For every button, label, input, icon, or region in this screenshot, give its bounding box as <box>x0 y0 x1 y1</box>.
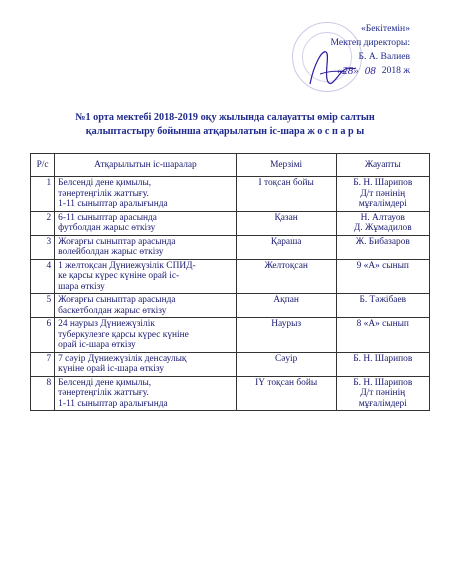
approval-position: Мектеп директоры: <box>330 37 410 48</box>
row-event-line: ке қарсы күрес күніне орай іс- <box>58 271 180 281</box>
row-date <box>236 177 336 212</box>
row-date-line: ІҮ тоқсан бойы <box>255 377 318 388</box>
row-responsible-line: 9 «А» сынып <box>356 260 409 271</box>
row-date <box>236 235 336 259</box>
row-number: 1 <box>31 177 55 212</box>
table-row <box>31 294 430 318</box>
row-date-line: Наурыз <box>271 319 302 329</box>
row-number: 3 <box>31 235 55 259</box>
row-event-line: Белсенді дене қимылы, <box>58 377 152 388</box>
row-event-line: 1-11 сыныптар аралығында <box>58 199 168 209</box>
row-date <box>236 211 336 235</box>
row-date <box>236 259 336 294</box>
row-event-line: 7 сәуір Дүниежүзілік денсаулық <box>58 353 187 364</box>
row-responsible-line: Д/т пәнінің <box>360 388 406 398</box>
table-header-row <box>31 154 430 177</box>
row-event <box>55 376 237 411</box>
approval-month: 08 <box>364 65 376 77</box>
header-date: Мерзімі <box>236 154 336 177</box>
row-responsible-line: мұғалімдері <box>358 199 407 209</box>
row-date <box>236 318 336 353</box>
row-event <box>55 259 237 294</box>
row-event-line: 1-11 сыныптар аралығында <box>58 398 168 409</box>
row-responsible <box>336 376 429 411</box>
row-number: 8 <box>31 376 55 411</box>
row-number: 5 <box>31 294 55 318</box>
row-date-line: Ақпан <box>273 295 299 305</box>
row-date <box>236 294 336 318</box>
row-number: 7 <box>31 352 55 376</box>
row-date <box>236 376 336 411</box>
row-event <box>55 177 237 212</box>
row-event-line: Жоғарғы сыныптар арасында <box>58 295 176 305</box>
approval-year: 2018 ж <box>381 65 410 76</box>
row-responsible-line: мұғалімдері <box>358 398 407 409</box>
row-date-line: Желтоқсан <box>264 260 308 271</box>
row-event <box>55 318 237 353</box>
row-responsible-line: Б. Тәжібаев <box>359 295 407 305</box>
events-table <box>30 153 430 411</box>
row-event <box>55 294 237 318</box>
row-event-line: волейболдан жарыс өткізу <box>58 247 164 257</box>
row-responsible-line: Д. Жұмадилов <box>353 223 412 233</box>
row-number: 2 <box>31 211 55 235</box>
row-event-line: 24 наурыз Дүниежүзілік <box>58 319 155 329</box>
header-responsible: Жауапты <box>336 154 429 177</box>
row-date-line: Қазан <box>274 212 298 223</box>
row-event-line: Жоғарғы сыныптар арасында <box>58 236 176 247</box>
row-responsible <box>336 294 429 318</box>
table-row <box>31 211 430 235</box>
row-event-line: күніне орай іс-шара өткізу <box>58 364 165 374</box>
row-responsible <box>336 352 429 376</box>
row-responsible-line: 8 «А» сынып <box>356 319 409 329</box>
row-event-line: футболдан жарыс өткізу <box>58 223 156 233</box>
table-row <box>31 259 430 294</box>
row-responsible <box>336 211 429 235</box>
row-event-line: баскетболдан жарыс өткізу <box>58 305 167 316</box>
row-responsible <box>336 259 429 294</box>
row-responsible <box>336 318 429 353</box>
row-event-line: Белсенді дене қимылы, <box>58 178 152 188</box>
row-event-line: 6-11 сыныптар арасында <box>58 212 157 223</box>
row-responsible-line: Н. Алтауов <box>360 212 405 223</box>
row-date-line: Қараша <box>270 236 302 247</box>
row-responsible-line: Д/т пәнінің <box>360 188 406 199</box>
title-line-2: қалыптастыру бойынша атқарылатын іс-шара ж о с п а р ы <box>85 126 365 137</box>
row-number: 6 <box>31 318 55 353</box>
table-row <box>31 177 430 212</box>
approval-block <box>220 22 410 78</box>
row-event <box>55 352 237 376</box>
approval-name: Б. А. Валиев <box>358 51 410 62</box>
table-row <box>31 318 430 353</box>
row-responsible-line: Ж. Бибазаров <box>355 236 410 247</box>
title-line-1: №1 орта мектебі 2018-2019 оқу жылында салауатты өмір салтын <box>75 112 375 123</box>
row-event-line: 1 желтоқсан Дүниежүзілік СПИД- <box>58 260 196 271</box>
row-responsible-line: Б. Н. Шарипов <box>353 353 413 364</box>
table-row <box>31 235 430 259</box>
row-responsible <box>336 235 429 259</box>
row-responsible-line: Б. Н. Шарипов <box>353 377 413 388</box>
row-event <box>55 235 237 259</box>
row-event-line: туберкулезге қарсы күрес күніне <box>58 329 189 340</box>
table-row <box>31 352 430 376</box>
row-event-line: тәнертеңгілік жаттығу. <box>58 188 149 199</box>
header-number: Р/с <box>31 154 55 177</box>
row-date-line: І тоқсан бойы <box>258 178 314 188</box>
row-event-line: орай іс-шара өткізу <box>58 340 136 350</box>
row-date-line: Сәуір <box>274 353 298 364</box>
row-responsible <box>336 177 429 212</box>
row-event-line: шара өткізу <box>58 281 105 292</box>
row-number: 4 <box>31 259 55 294</box>
header-events: Атқарылытын іс-шаралар <box>55 154 237 177</box>
table-row <box>31 376 430 411</box>
approval-day: «28» <box>336 65 359 77</box>
approval-date <box>220 64 410 78</box>
approval-heading: «Бекітемін» <box>360 23 410 34</box>
row-date <box>236 352 336 376</box>
document-title <box>45 111 405 139</box>
row-responsible-line: Б. Н. Шарипов <box>353 178 413 188</box>
row-event <box>55 211 237 235</box>
row-event-line: тәнертеңгілік жаттығу. <box>58 388 149 398</box>
